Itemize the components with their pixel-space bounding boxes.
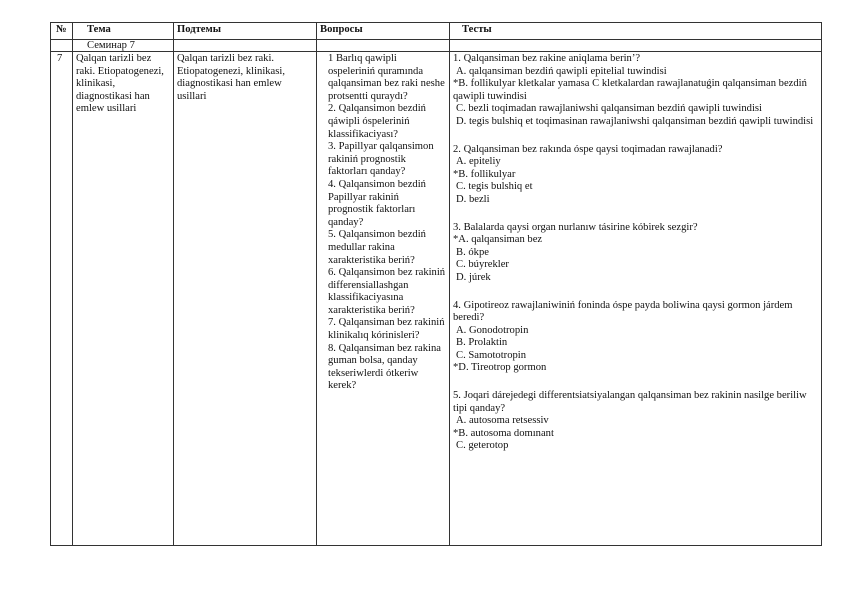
question-item: 6. Qalqansimon bez rakiniń differensiallashgan klassifikaciyasına xarakteristika beriń?: [328, 267, 446, 316]
test-item: [453, 300, 818, 376]
test-option: A. epiteliy: [456, 156, 501, 168]
test-option: C. Samototropin: [456, 349, 527, 361]
seminar-label: Семинар 7: [73, 40, 174, 52]
header-subtopics: Подтемы: [174, 23, 317, 40]
test-option: C. geterotop: [456, 440, 509, 452]
test-question: 1. Qalqansiman bez rakine aniqlama berin’?: [453, 53, 641, 64]
test-option: A. qalqansiman bezdiń qawipli epitelial tuwindisi: [456, 65, 667, 77]
test-item: [453, 222, 818, 285]
question-item: 3. Papillyar qalqansimon rakiniń prognostik faktorları qanday?: [328, 141, 434, 178]
question-item: 4. Qalqansimon bezdiń Papillyar rakiniń prognostik faktorları qanday?: [328, 178, 426, 228]
test-option: C. tegis bulshiq et: [456, 181, 533, 193]
questions-list: [320, 53, 446, 393]
header-num: №: [51, 23, 73, 40]
test-item: [453, 390, 818, 453]
question-item: 7. Qalqansiman bez rakiniń klinikalıq kórinisleri?: [328, 317, 445, 342]
test-option-correct: *B. follikulyar: [453, 168, 516, 180]
tests-list: [453, 53, 818, 453]
test-option-correct: *B. autosoma domınant: [453, 427, 554, 439]
test-option: D. bezli: [456, 193, 490, 205]
row-subtopics: Qalqan tarizli bez raki. Etiopatogenezi, klinikasi, diagnostikasi han emlew usillari: [174, 52, 317, 546]
row-tests: [450, 52, 822, 546]
test-option: D. júrek: [456, 271, 491, 283]
row-number: 7: [51, 52, 73, 546]
curriculum-table: [50, 22, 822, 546]
question-item: 2. Qalqansimon bezdiń qáwipli óspeleriniń klassifikaciyası?: [328, 103, 426, 140]
question-item: 5. Qalqansimon bezdiń medullar rakina xarakteristika beriń?: [328, 229, 426, 266]
seminar-row: [51, 40, 822, 52]
table-row: [51, 52, 822, 546]
seminar-empty-cell: [450, 40, 822, 52]
test-question: 2. Qalqansiman bez rakında óspe qaysi toqimadan rawajlanadi?: [453, 143, 723, 155]
header-questions: Вопросы: [317, 23, 450, 40]
test-option: D. tegis bulshiq et toqimasinan rawajlaniwshi qalqansiman bezdiń qawipli tuwindisi: [456, 115, 814, 127]
test-option: C. bezli toqimadan rawajlaniwshi qalqansiman bezdiń qawipli tuwindisi: [456, 103, 762, 115]
test-option-correct: *D. Tireotrop gormon: [453, 362, 547, 374]
question-item: 8. Qalqansiman bez rakina guman bolsa, qanday tekseriwlerdi ótkeriw kerek?: [328, 342, 441, 392]
header-tests: Тесты: [450, 23, 822, 40]
test-option: B. Prolaktin: [456, 337, 508, 349]
header-topic: Тема: [73, 23, 174, 40]
test-item: [453, 144, 818, 207]
seminar-empty-cell: [317, 40, 450, 52]
test-question: 3. Balalarda qaysi organ nurlanıw tásirine kóbirek sezgir?: [453, 221, 698, 233]
test-option: B. ókpe: [456, 246, 489, 258]
question-item: 1 Barlıq qawipli ospeleriniń quramında qalqansiman bez raki neshe protsentti quraydı?: [328, 53, 445, 102]
seminar-empty-cell: [51, 40, 73, 52]
test-option-correct: *B. follikulyar kletkalar yamasa C kletkalardan rawajlanatuǵin qalqansiman bezdiń qawipli tuwindisi: [453, 78, 807, 102]
test-option: C. búyrekler: [456, 259, 509, 271]
seminar-empty-cell: [174, 40, 317, 52]
test-option: A. Gonodotropin: [456, 324, 529, 336]
test-option-correct: *A. qalqansiman bez: [453, 234, 543, 246]
test-item: [453, 53, 818, 129]
row-questions: [317, 52, 450, 546]
test-question: 4. Gipotireoz rawajlaniwiniń foninda óspe payda boliwina qaysi gormon járdem beredi?: [453, 299, 793, 324]
row-topic: Qalqan tarizli bez raki. Etiopatogenezi, klinikasi, diagnostikasi han emlew usillari: [73, 52, 174, 546]
header-row: [51, 23, 822, 40]
test-option: A. autosoma retsessiv: [456, 415, 549, 427]
test-question: 5. Joqari dárejedegi differentsiatsiyalangan qalqansiman bez rakinin nasilge beriliw tipi qanday?: [453, 390, 807, 414]
